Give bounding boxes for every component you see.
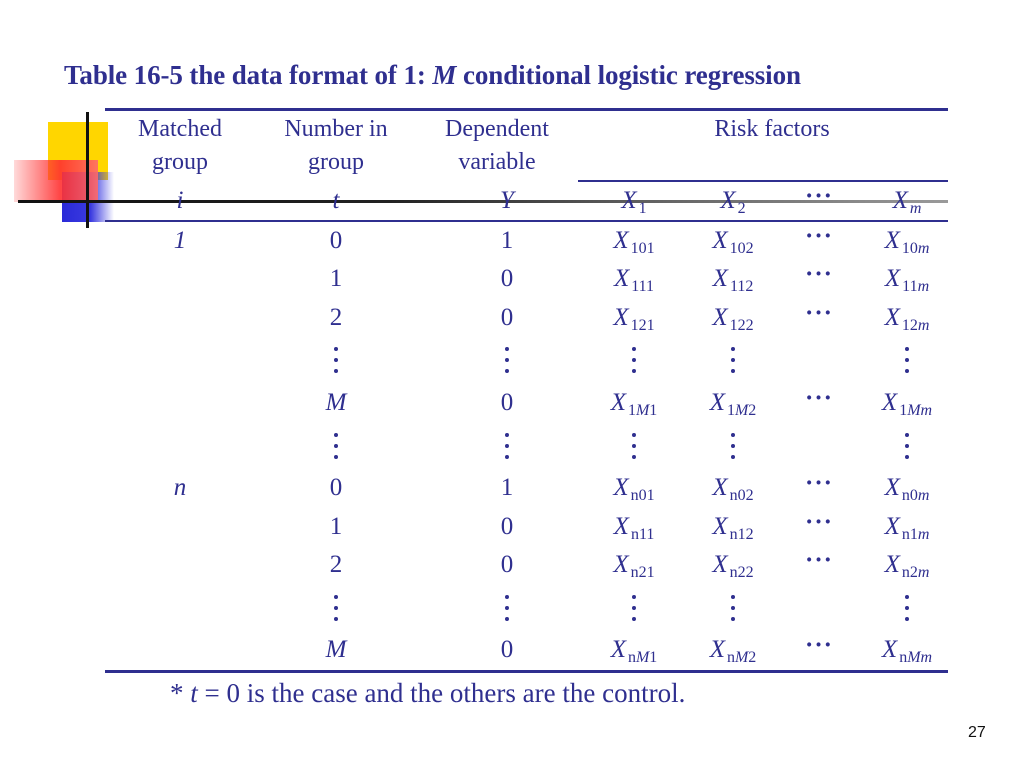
vertical-ellipsis [333, 347, 339, 380]
table-cell-x2: X $_{n22}$ [712, 551, 754, 581]
table-cell-x2: X $_{102}$ [712, 227, 754, 257]
table-cell-y: 1 [500, 227, 514, 254]
table-cell-x1: X $_{nM1}$ [610, 636, 658, 666]
symbol-x1: X $_1$ [621, 187, 647, 217]
header-matched-group: Matched group [138, 116, 222, 175]
footnote: * t = 0 is the case and the others are the control. [170, 678, 686, 708]
table-cell-x1: X $_{n11}$ [613, 513, 655, 543]
table-cell-group: 1 [173, 227, 187, 254]
table-cell-y: 0 [500, 304, 514, 331]
table-cell-y: 0 [500, 389, 514, 416]
table-cell-x1: X $_{n01}$ [613, 474, 655, 504]
table-cell-y: 0 [500, 636, 514, 663]
vertical-ellipsis [333, 595, 339, 628]
vertical-ellipsis [904, 347, 910, 380]
table-cell-ellipsis: ··· [804, 632, 834, 659]
vertical-ellipsis [504, 347, 510, 380]
table-cell-x2: X $_{n12}$ [712, 513, 754, 543]
vertical-ellipsis [730, 433, 736, 466]
table-cell-ellipsis: ··· [804, 547, 834, 574]
table-cell-x2: X $_{1M2}$ [709, 389, 757, 419]
symbol-i: i [176, 187, 184, 214]
table-cell-x2: X $_{122}$ [712, 304, 754, 334]
table-cell-xm: X $_{n2m}$ [884, 551, 930, 581]
table-cell-xm: X $_{1Mm}$ [881, 389, 933, 419]
table-cell-x1: X $_{121}$ [613, 304, 655, 334]
header-risk-factors: Risk factors [714, 116, 830, 142]
table-cell-xm: X $_{nMm}$ [881, 636, 933, 666]
table-cell-t: 0 [329, 227, 343, 254]
table-cell-x1: X $_{n21}$ [613, 551, 655, 581]
table-top-rule [105, 108, 948, 111]
symbol-t: t [332, 187, 340, 214]
table-cell-x1: X $_{1M1}$ [610, 389, 658, 419]
table-cell-ellipsis: ··· [804, 385, 834, 412]
vertical-ellipsis [904, 595, 910, 628]
table-cell-t: 1 [329, 265, 343, 292]
table-cell-t: 2 [329, 551, 343, 578]
table-cell-group: n [173, 474, 187, 501]
table-cell-ellipsis: ··· [804, 223, 834, 250]
table-cell-x2: X $_{nM2}$ [709, 636, 757, 666]
symbol-xm: X $_m$ [892, 187, 922, 217]
header-bottom-rule [105, 220, 948, 222]
header-number-in-group: Number in group [284, 116, 388, 175]
table-cell-x1: X $_{111}$ [613, 265, 655, 295]
vertical-ellipsis [904, 433, 910, 466]
vertical-ellipsis [631, 433, 637, 466]
table-cell-xm: X $_{n0m}$ [884, 474, 930, 504]
table-cell-t: 0 [329, 474, 343, 501]
symbol-x2: X $_2$ [720, 187, 746, 217]
table-cell-xm: X $_{10m}$ [884, 227, 930, 257]
table-cell-x2: X $_{n02}$ [712, 474, 754, 504]
table-cell-xm: X $_{11m}$ [884, 265, 930, 295]
vertical-ellipsis [730, 595, 736, 628]
vertical-ellipsis [631, 347, 637, 380]
table-cell-xm: X $_{12m}$ [884, 304, 930, 334]
header-dependent-variable: Dependent variable [445, 116, 549, 175]
table-cell-t: 1 [329, 513, 343, 540]
table-bottom-rule [105, 670, 948, 673]
table-cell-ellipsis: ··· [804, 300, 834, 327]
table-cell-ellipsis: ··· [804, 470, 834, 497]
decor-vertical-line [86, 112, 89, 228]
vertical-ellipsis [333, 433, 339, 466]
table-cell-ellipsis: ··· [804, 509, 834, 536]
vertical-ellipsis [631, 595, 637, 628]
symbol-y: Y [500, 187, 514, 214]
table-cell-xm: X $_{n1m}$ [884, 513, 930, 543]
table-cell-x1: X $_{101}$ [613, 227, 655, 257]
table-cell-y: 0 [500, 513, 514, 540]
table-cell-t: 2 [329, 304, 343, 331]
page-number: 27 [968, 724, 986, 741]
table-cell-ellipsis: ··· [804, 261, 834, 288]
table-cell-y: 1 [500, 474, 514, 501]
risk-factors-underline [578, 180, 948, 182]
vertical-ellipsis [730, 347, 736, 380]
vertical-ellipsis [504, 433, 510, 466]
table-cell-t: M [325, 389, 347, 416]
table-cell-t: M [325, 636, 347, 663]
table-cell-x2: X $_{112}$ [712, 265, 754, 295]
table-cell-y: 0 [500, 551, 514, 578]
table-cell-y: 0 [500, 265, 514, 292]
slide-title: Table 16-5 the data format of 1: M conditional logistic regression [64, 60, 801, 90]
symbol-ellipsis: ··· [804, 183, 834, 210]
vertical-ellipsis [504, 595, 510, 628]
